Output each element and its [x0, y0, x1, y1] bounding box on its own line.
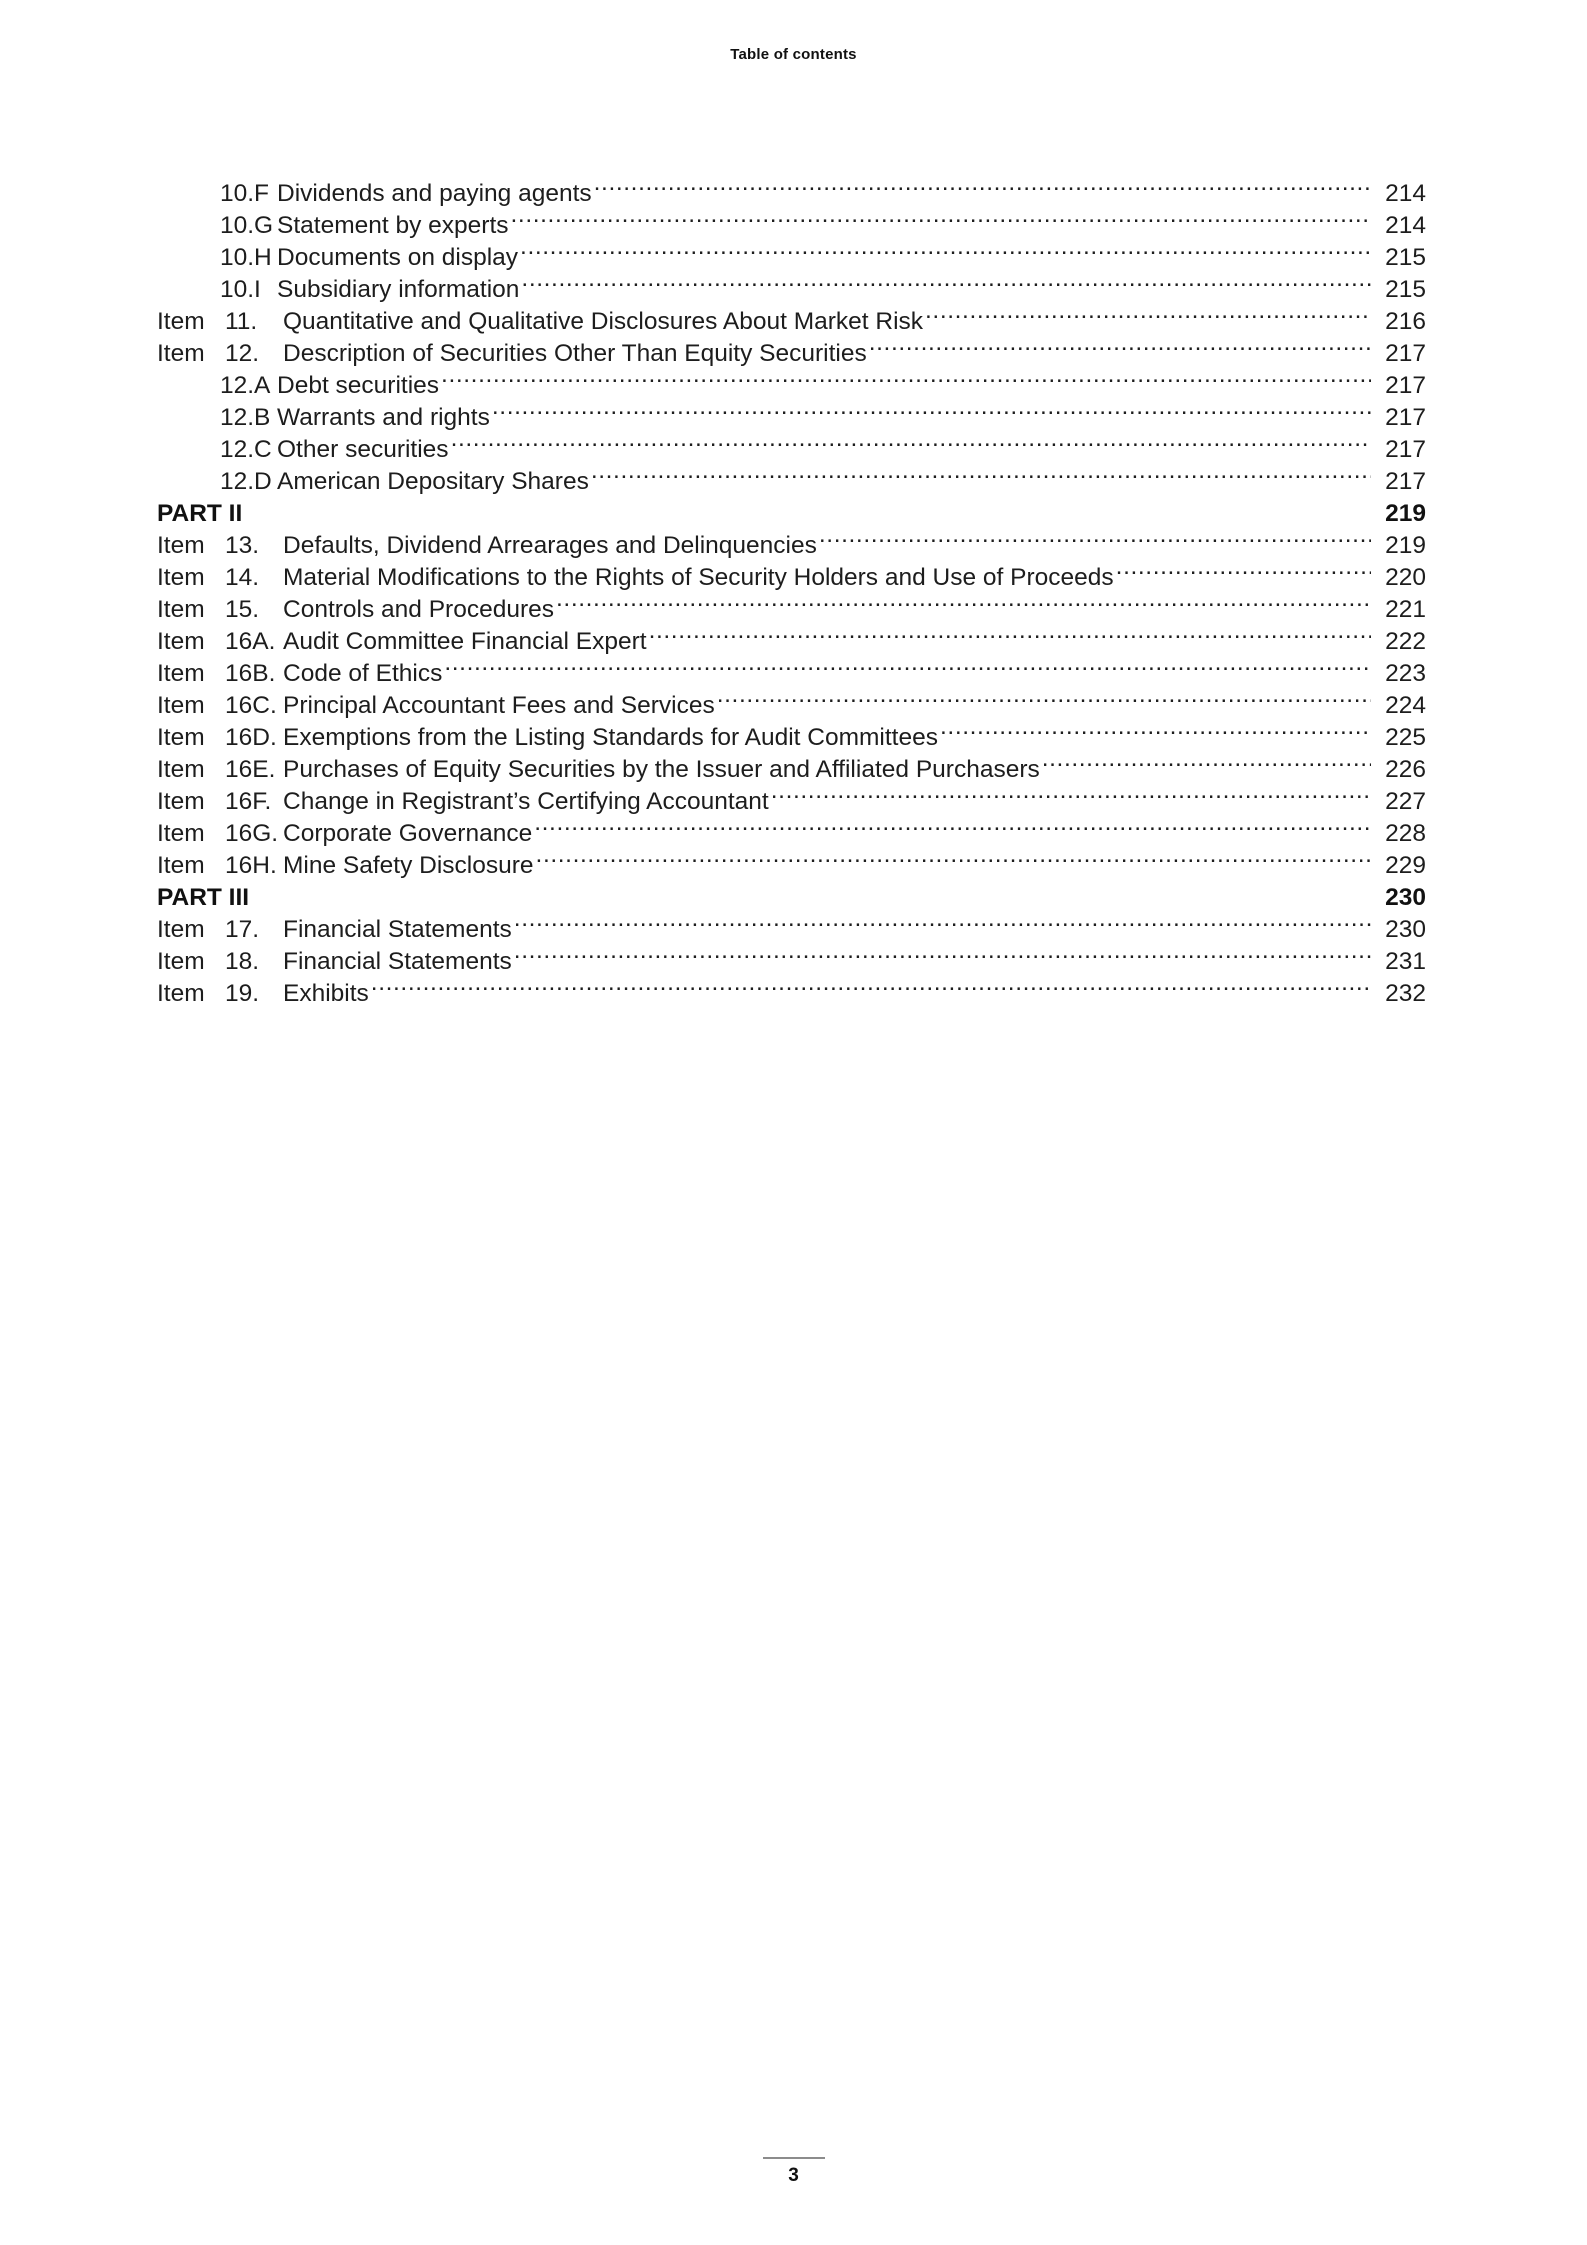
- toc-entry[interactable]: [157, 848, 1426, 880]
- toc-entry-title: Other securities: [277, 435, 449, 463]
- toc-entry-number: 16E.: [225, 755, 276, 783]
- toc-entry-number: 16B.: [225, 659, 276, 687]
- toc-entry-label: [157, 402, 277, 434]
- toc-entry-page-number: 224: [1385, 691, 1426, 719]
- toc-entry[interactable]: [157, 592, 1426, 624]
- page-footer: [0, 2157, 1587, 2187]
- toc-entry[interactable]: [157, 912, 1426, 944]
- toc-entry[interactable]: [157, 368, 1426, 400]
- toc-entry-title: Principal Accountant Fees and Services: [283, 691, 715, 719]
- toc-entry-label: [157, 242, 277, 274]
- toc-entry-label: [157, 626, 277, 658]
- toc-entry-title: Financial Statements: [283, 915, 512, 943]
- running-header-title: Table of contents: [730, 46, 857, 63]
- toc-entry-title: Change in Registrant’s Certifying Accountant: [283, 787, 769, 815]
- toc-entry-page-number: 217: [1385, 467, 1426, 495]
- toc-entry-title: Code of Ethics: [283, 659, 443, 687]
- toc-dot-leader: [1116, 560, 1371, 585]
- toc-entry-page-number: 219: [1385, 531, 1426, 559]
- toc-dot-leader: [940, 720, 1371, 745]
- toc-dot-leader: [511, 208, 1371, 233]
- toc-entry-title: Warrants and rights: [277, 403, 490, 431]
- toc-entry-page-number: 230: [1385, 915, 1426, 943]
- toc-entry-number: 15.: [225, 595, 260, 623]
- toc-entry-number: 14.: [225, 563, 260, 591]
- toc-entry-title: Financial Statements: [283, 947, 512, 975]
- toc-dot-leader: [925, 304, 1371, 329]
- toc-dot-leader: [521, 272, 1371, 297]
- toc-entry-item-word: Item: [157, 819, 205, 847]
- toc-entry-number: 12.B: [220, 403, 271, 431]
- toc-entry-page-number: 223: [1385, 659, 1426, 687]
- toc-entry-number: 11.: [225, 307, 258, 335]
- toc-entry-number: PART III: [157, 883, 250, 911]
- toc-entry-label: [157, 562, 277, 594]
- toc-entry-item-word: Item: [157, 723, 205, 751]
- toc-dot-leader: [556, 592, 1371, 617]
- toc-entry-label: [157, 690, 277, 722]
- toc-entry-page-number: 222: [1385, 627, 1426, 655]
- toc-entry-title: Mine Safety Disclosure: [283, 851, 534, 879]
- toc-entry-label: [157, 210, 277, 242]
- toc-entry[interactable]: [157, 560, 1426, 592]
- toc-dot-leader: [771, 784, 1371, 809]
- toc-entry-number: 16G.: [225, 819, 279, 847]
- toc-entry-label: [157, 274, 277, 306]
- toc-entry[interactable]: [157, 176, 1426, 208]
- toc-entry-number: 19.: [225, 979, 260, 1007]
- toc-entry-number: 10.H: [220, 243, 272, 271]
- toc-entry[interactable]: [157, 400, 1426, 432]
- toc-entry-label: [157, 786, 277, 818]
- toc-entry-number: 16D.: [225, 723, 277, 751]
- toc-entry-page-number: 221: [1385, 595, 1426, 623]
- toc-entry-label: [157, 306, 277, 338]
- toc-entry-page-number: 219: [1385, 499, 1426, 527]
- footer-divider: [763, 2157, 825, 2159]
- toc-entry-number: 16F.: [225, 787, 272, 815]
- toc-entry-label: [157, 658, 277, 690]
- toc-entry-label: [157, 370, 277, 402]
- toc-entry-label: [157, 946, 277, 978]
- toc-entry-item-word: Item: [157, 755, 205, 783]
- toc-entry-title: Corporate Governance: [283, 819, 533, 847]
- toc-entry-title: Audit Committee Financial Expert: [283, 627, 647, 655]
- toc-entry-item-word: Item: [157, 627, 205, 655]
- toc-entry-number: 10.G: [220, 211, 274, 239]
- toc-entry-page-number: 228: [1385, 819, 1426, 847]
- toc-dot-leader: [649, 624, 1371, 649]
- toc-entry-number: PART II: [157, 499, 243, 527]
- toc-dot-leader: [534, 816, 1371, 841]
- toc-entry-title: Purchases of Equity Securities by the Issuer and Affiliated Purchasers: [283, 755, 1040, 783]
- toc-entry[interactable]: [157, 624, 1426, 656]
- toc-entry-title: Exhibits: [283, 979, 369, 1007]
- toc-dot-leader: [371, 976, 1371, 1001]
- toc-entry[interactable]: [157, 304, 1426, 336]
- toc-entry-title: Quantitative and Qualitative Disclosures About Market Risk: [283, 307, 924, 335]
- toc-entry-item-word: Item: [157, 531, 205, 559]
- toc-entry-label: [157, 914, 277, 946]
- toc-dot-leader: [1042, 752, 1371, 777]
- toc-entry-number: 10.F: [220, 179, 270, 207]
- toc-entry-label: [157, 818, 277, 850]
- toc-entry-number: 16A.: [225, 627, 276, 655]
- toc-entry-page-number: 214: [1385, 179, 1426, 207]
- toc-dot-leader: [279, 880, 1371, 905]
- toc-entry-number: 16H.: [225, 851, 277, 879]
- toc-entry-title: Description of Securities Other Than Equity Securities: [283, 339, 867, 367]
- toc-entry[interactable]: [157, 240, 1426, 272]
- toc-entry-item-word: Item: [157, 691, 205, 719]
- toc-dot-leader: [441, 368, 1371, 393]
- toc-entry-number: 16C.: [225, 691, 277, 719]
- toc-entry-item-word: Item: [157, 947, 205, 975]
- toc-entry-number: 12.D: [220, 467, 272, 495]
- toc-entry-page-number: 225: [1385, 723, 1426, 751]
- toc-entry[interactable]: [157, 528, 1426, 560]
- toc-entry-item-word: Item: [157, 787, 205, 815]
- toc-entry[interactable]: [157, 656, 1426, 688]
- toc-entry-title: Dividends and paying agents: [277, 179, 592, 207]
- toc-entry-item-word: Item: [157, 851, 205, 879]
- toc-entry-title: Debt securities: [277, 371, 440, 399]
- toc-entry[interactable]: [157, 944, 1426, 976]
- toc-entry-item-word: Item: [157, 915, 205, 943]
- toc-dot-leader: [492, 400, 1371, 425]
- toc-dot-leader: [594, 176, 1371, 201]
- toc-entry-number: 12.A: [220, 371, 271, 399]
- toc-entry-item-word: Item: [157, 307, 205, 335]
- toc-entry-label: [157, 434, 277, 466]
- toc-entry-page-number: 231: [1385, 947, 1426, 975]
- footer-page-number: 3: [788, 2165, 799, 2186]
- toc-dot-leader: [444, 656, 1371, 681]
- toc-entry-item-word: Item: [157, 563, 205, 591]
- toc-entry-label: [157, 594, 277, 626]
- toc-part-heading[interactable]: [157, 880, 1426, 912]
- toc-dot-leader: [451, 432, 1371, 457]
- toc-entry-label: [157, 178, 277, 210]
- toc-entry-item-word: Item: [157, 595, 205, 623]
- toc-entry-item-word: Item: [157, 339, 205, 367]
- toc-dot-leader: [819, 528, 1371, 553]
- toc-entry-label: [157, 466, 277, 498]
- toc-entry-page-number: 230: [1385, 883, 1426, 911]
- toc-entry-page-number: 217: [1385, 339, 1426, 367]
- toc-entry[interactable]: [157, 688, 1426, 720]
- toc-entry-page-number: 217: [1385, 403, 1426, 431]
- toc-dot-leader: [869, 336, 1371, 361]
- toc-dot-leader: [514, 912, 1371, 937]
- toc-entry[interactable]: [157, 272, 1426, 304]
- toc-entry-page-number: 217: [1385, 371, 1426, 399]
- toc-entry[interactable]: [157, 208, 1426, 240]
- toc-entry-title: Defaults, Dividend Arrearages and Delinquencies: [283, 531, 817, 559]
- toc-entry-page-number: 227: [1385, 787, 1426, 815]
- toc-entry-label: [157, 498, 277, 530]
- toc-entry-title: Exemptions from the Listing Standards for Audit Committees: [283, 723, 938, 751]
- toc-entry-page-number: 215: [1385, 275, 1426, 303]
- toc-entry-title: Controls and Procedures: [283, 595, 555, 623]
- toc-dot-leader: [520, 240, 1371, 265]
- toc-entry[interactable]: [157, 752, 1426, 784]
- toc-dot-leader: [514, 944, 1371, 969]
- toc-part-heading[interactable]: [157, 496, 1426, 528]
- toc-entry[interactable]: [157, 464, 1426, 496]
- toc-entry-page-number: 229: [1385, 851, 1426, 879]
- toc-entry-label: [157, 530, 277, 562]
- toc-dot-leader: [717, 688, 1371, 713]
- toc-entry-title: Statement by experts: [277, 211, 509, 239]
- toc-entry-page-number: 232: [1385, 979, 1426, 1007]
- toc-entry-page-number: 226: [1385, 755, 1426, 783]
- toc-entry[interactable]: [157, 336, 1426, 368]
- toc-entry[interactable]: [157, 816, 1426, 848]
- toc-entry-page-number: 217: [1385, 435, 1426, 463]
- toc-entry-title: Documents on display: [277, 243, 519, 271]
- toc-entry-label: [157, 722, 277, 754]
- toc-entry-item-word: Item: [157, 659, 205, 687]
- toc-entry[interactable]: [157, 432, 1426, 464]
- toc-entry-number: 12.C: [220, 435, 272, 463]
- toc-entry-page-number: 216: [1385, 307, 1426, 335]
- toc-entry-number: 17.: [225, 915, 260, 943]
- toc-dot-leader: [279, 496, 1371, 521]
- toc-dot-leader: [536, 848, 1371, 873]
- toc-entry[interactable]: [157, 976, 1426, 1008]
- toc-entry[interactable]: [157, 784, 1426, 816]
- toc-entry-label: [157, 754, 277, 786]
- toc-entry-number: 10.I: [220, 275, 261, 303]
- table-of-contents-list: [157, 176, 1426, 1008]
- toc-entry-label: [157, 850, 277, 882]
- toc-entry-title: American Depositary Shares: [277, 467, 589, 495]
- toc-entry-page-number: 214: [1385, 211, 1426, 239]
- toc-entry[interactable]: [157, 720, 1426, 752]
- toc-entry-title: Material Modifications to the Rights of Security Holders and Use of Proceeds: [283, 563, 1114, 591]
- toc-entry-page-number: 215: [1385, 243, 1426, 271]
- toc-entry-number: 13.: [225, 531, 260, 559]
- toc-entry-page-number: 220: [1385, 563, 1426, 591]
- toc-dot-leader: [591, 464, 1371, 489]
- toc-entry-label: [157, 882, 277, 914]
- toc-entry-item-word: Item: [157, 979, 205, 1007]
- toc-entry-label: [157, 338, 277, 370]
- toc-entry-label: [157, 978, 277, 1010]
- toc-entry-title: Subsidiary information: [277, 275, 520, 303]
- toc-entry-number: 12.: [225, 339, 260, 367]
- toc-entry-number: 18.: [225, 947, 260, 975]
